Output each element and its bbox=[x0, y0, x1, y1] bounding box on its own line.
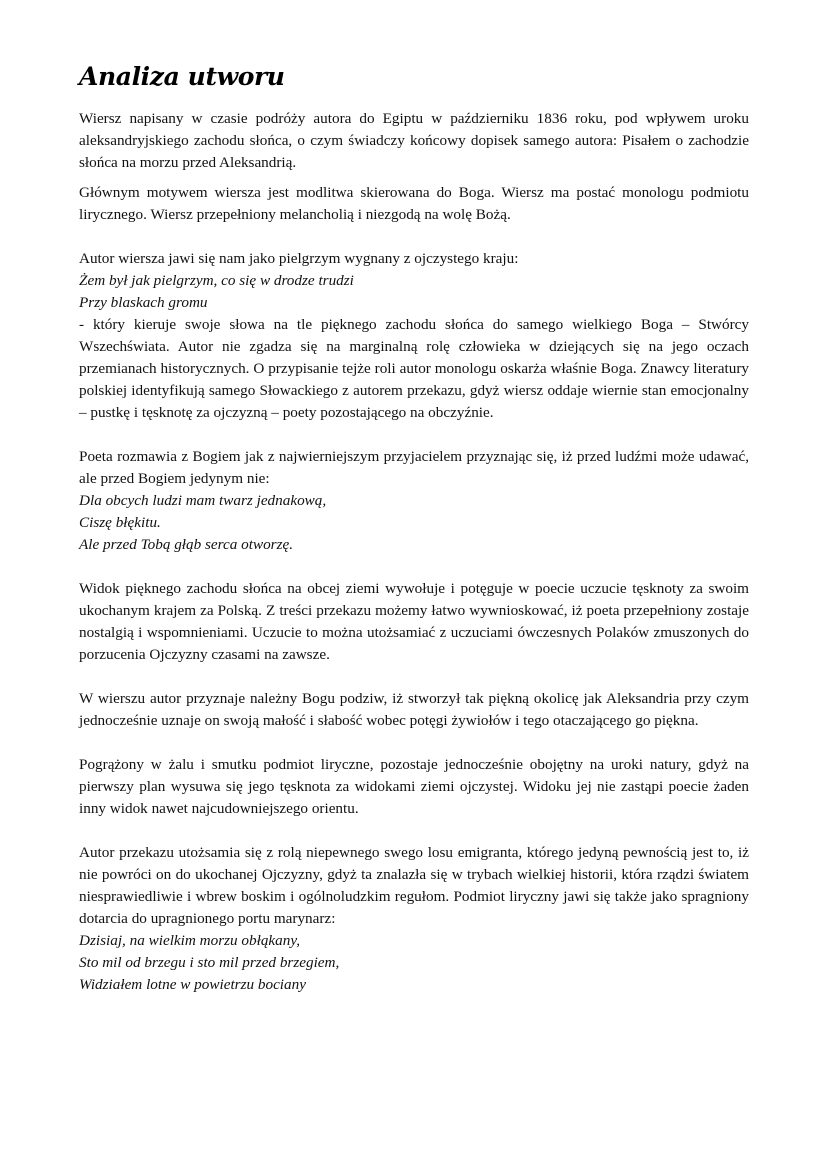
paragraph-sunset: Widok pięknego zachodu słońca na obcej ziemi wywołuje i potęguje w poecie uczucie tęsknoty za swoim ukochanym krajem za Polską. Z treści przekazu możemy łatwo wywnioskować, iż poeta przepełniony zostaje nostalgią i wspomnieniami. Uczucie to można utożsamiać z uczuciami ówczesnych Polaków zmuszonych do porzucenia Ojczyzny czasami na zawsze. bbox=[79, 580, 749, 663]
verse-2-line-3: Widziałem lotne w powietrzu bociany bbox=[79, 976, 306, 993]
paragraph-pilgrim bbox=[79, 248, 749, 424]
pilgrim-quote-line-1: Żem był jak pielgrzym, co się w drodze trudzi bbox=[79, 272, 354, 289]
paragraph-main-motif: Głównym motywem wiersza jest modlitwa skierowana do Boga. Wiersz ma postać monologu podmiotu lirycznego. Wiersz przepełniony melancholią i niezgodą na wolę Bożą. bbox=[79, 184, 749, 223]
verse-2-line-1: Dzisiaj, na wielkim morzu obłąkany, bbox=[79, 932, 301, 949]
paragraph-sorrow: Pogrążony w żalu i smutku podmiot liryczne, pozostaje jednocześnie obojętny na uroki natury, gdyż na pierwszy plan wysuwa się jego tęsknota za widokami ziemi ojczystej. Widoku jej nie zastąpi poecie żaden inny widok nawet najcudowniejszego orientu. bbox=[79, 756, 749, 817]
verse-2-line-2: Sto mil od brzegu i sto mil przed brzegiem, bbox=[79, 954, 340, 971]
verse-1-line-2: Ciszę błękitu. bbox=[79, 514, 161, 531]
paragraph-pilgrim-intro: Autor wiersza jawi się nam jako pielgrzym wygnany z ojczystego kraju: bbox=[79, 250, 519, 267]
paragraph-conversation: Poeta rozmawia z Bogiem jak z najwierniejszym przyjacielem przyznając się, iż przed ludźmi może udawać, ale przed Bogiem jedynym nie: bbox=[79, 448, 749, 487]
document-page bbox=[79, 62, 749, 996]
pilgrim-quote bbox=[79, 270, 749, 314]
verse-quote-2 bbox=[79, 930, 749, 996]
verse-1-line-1: Dla obcych ludzi mam twarz jednakową, bbox=[79, 492, 327, 509]
verse-1-line-3: Ale przed Tobą głąb serca otworzę. bbox=[79, 536, 294, 553]
paragraph-origin: Wiersz napisany w czasie podróży autora do Egiptu w październiku 1836 roku, pod wpływem uroku aleksandryjskiego zachodu słońca, o czym świadczy końcowy dopisek samego autora: Pisałem o zachodzie słońca na morzu przed Aleksandrią. bbox=[79, 110, 749, 171]
paragraph-pilgrim-rest: - który kieruje swoje słowa na tle pięknego zachodu słońca do samego wielkiego Boga – Stwórcy Wszechświata. Autor nie zgadza się na marginalną rolę człowieka w dziejących się na jego oczach przemianach historycznych. O przypisanie tejże roli autor monologu oskarża właśnie Boga. Znawcy literatury polskiej identyfikują samego Słowackiego z autorem przekazu, gdyż wiersz oddaje wiernie stan emocjonalny – pustkę i tęsknotę za ojczyzną – poety pozostającego na obczyźnie. bbox=[79, 316, 749, 421]
paragraph-emigrant: Autor przekazu utożsamia się z rolą niepewnego swego losu emigranta, którego jedyną pewnością jest to, iż nie powróci on do ukochanej Ojczyzny, gdyż ta znalazła się w trybach wielkiej historii, która rządzi światem niesprawiedliwie i wbrew boskim i ogólnoludzkim regułom. Podmiot liryczny jawi się także jako spragniony dotarcia do upragnionego portu marynarz: bbox=[79, 844, 749, 927]
document-title: Analiza utworu bbox=[79, 62, 285, 91]
verse-quote-1 bbox=[79, 490, 749, 556]
paragraph-admiration: W wierszu autor przyznaje należny Bogu podziw, iż stworzył tak piękną okolicę jak Aleksandria przy czym jednocześnie uznaje on swoją małość i słabość wobec potęgi żywiołów i tego otaczającego go piękna. bbox=[79, 690, 749, 729]
pilgrim-quote-line-2: Przy blaskach gromu bbox=[79, 294, 208, 311]
